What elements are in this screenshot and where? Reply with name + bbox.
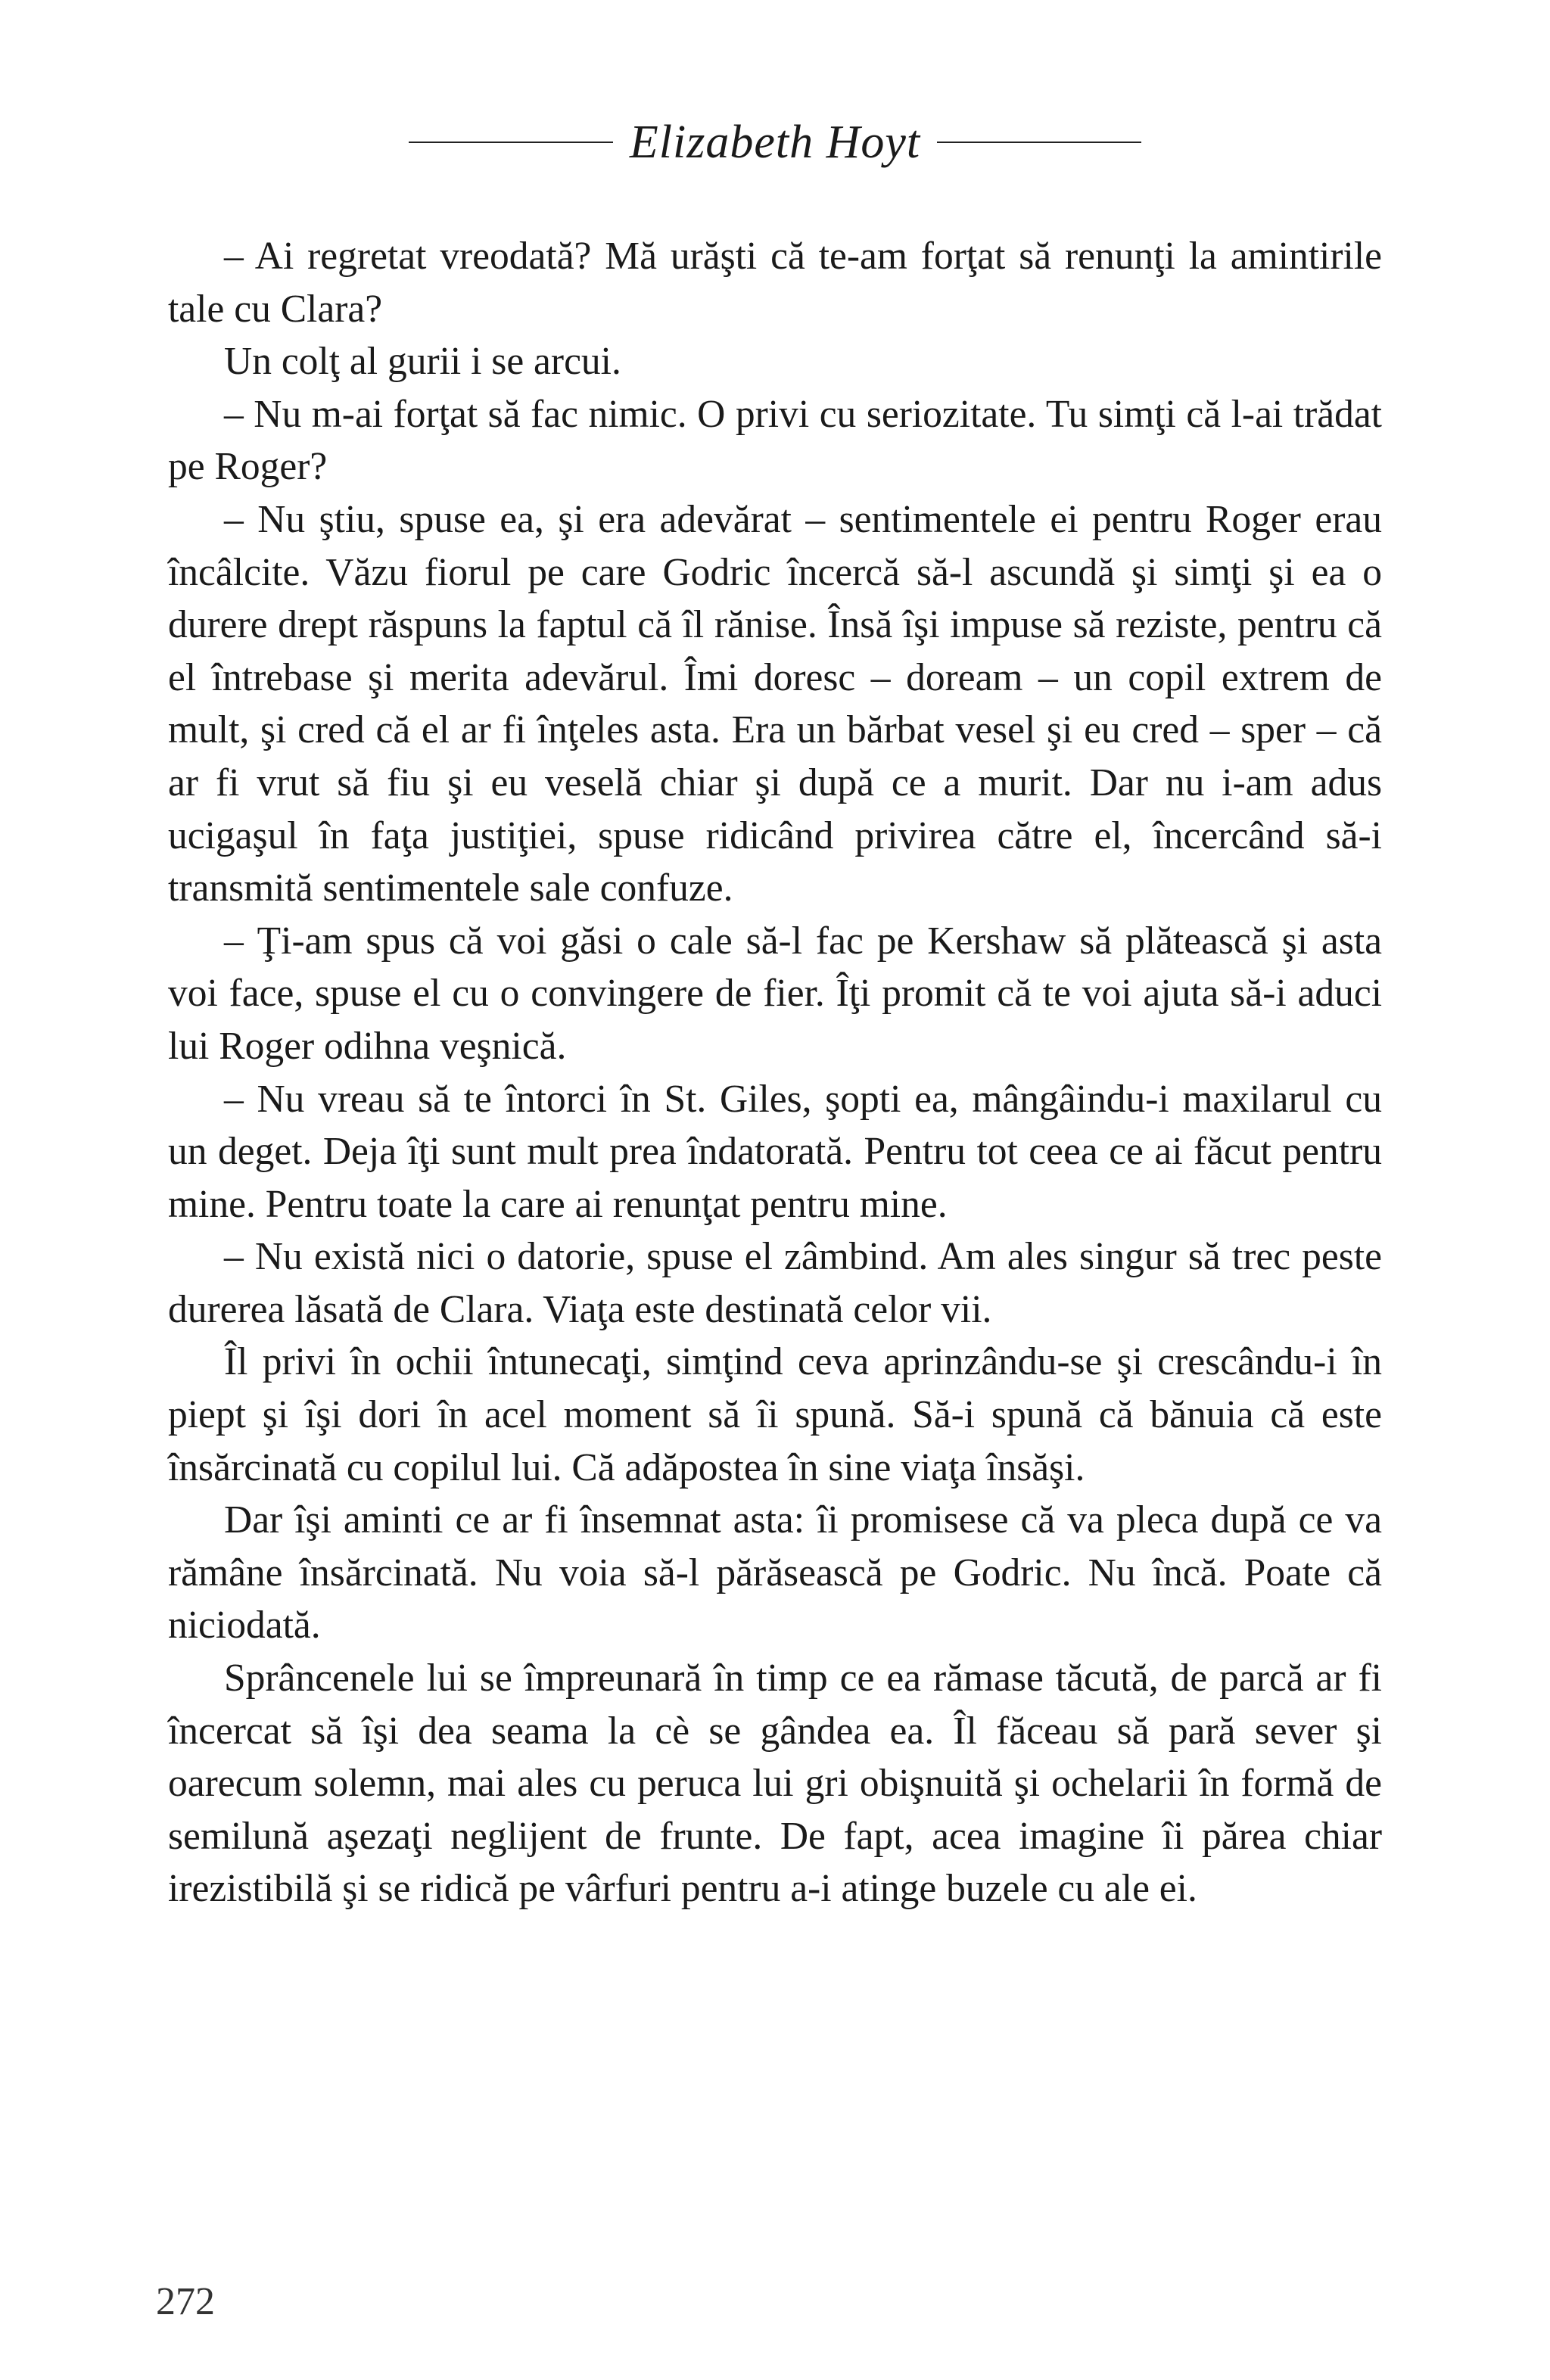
paragraph: Dar îşi aminti ce ar fi însemnat asta: îi promisese că va pleca după ce va rămâne însărcinată. Nu voia să-l părăsească pe Godric. Nu încă. Poate că niciodată. — [168, 1498, 1382, 1647]
paragraph: – Ai regretat vreodată? Mă urăşti că te-am forţat să renunţi la amintirile tale cu Clara? — [168, 235, 1382, 331]
body-text — [168, 230, 1382, 1915]
paragraph: – Nu m-ai forţat să fac nimic. O privi cu seriozitate. Tu simţi că l-ai trădat pe Roger? — [168, 392, 1382, 489]
header-rule-left — [409, 142, 613, 143]
paragraph: – Nu ştiu, spuse ea, şi era adevărat – sentimentele ei pentru Roger erau încâlcite. Văzu fiorul pe care Godric încercă să-l ascundă şi simţi şi ea o durere drept răspuns la faptul că îl rănise. Însă îşi impuse să reziste, pentru că el întrebase şi merita adevărul. Îmi doresc – doream – un copil extrem de mult, şi cred că el ar fi înţeles asta. Era un bărbat vesel şi eu cred – sper – că ar fi vrut să fiu şi eu veselă chiar şi după ce a murit. Dar nu i-am adus ucigaşul în faţa justiţiei, spuse ridicând privirea către el, încercând să-i transmită sentimentele sale confuze. — [168, 497, 1382, 910]
header-rule-right — [937, 142, 1141, 143]
running-header-author: Elizabeth Hoyt — [629, 116, 921, 168]
paragraph: Îl privi în ochii întunecaţi, simţind ceva aprinzându-se şi crescându-i în piept şi îşi dori în acel moment să îi spună. Să-i spună că bănuia că este însărcinată cu copilul lui. Că adăpostea în sine viaţa însăşi. — [168, 1340, 1382, 1489]
paragraph: Sprâncenele lui se împreunară în timp ce ea rămase tăcută, de parcă ar fi încercat să îşi dea seama la cè se gândea ea. Îl făceau să pară sever şi oarecum solemn, mai ales cu peruca lui gri obişnuită şi ochelarii în formă de semilună aşezaţi neglijent de frunte. De fapt, acea imagine îi părea chiar irezistibilă şi se ridică pe vârfuri pentru a-i atinge buzele cu ale ei. — [168, 1657, 1382, 1911]
paragraph: – Nu vreau să te întorci în St. Giles, şopti ea, mângâindu-i maxilarul cu un deget. Deja îţi sunt mult prea îndatorată. Pentru tot ceea ce ai făcut pentru mine. Pentru toate la care ai renunţat pentru mine. — [168, 1077, 1382, 1226]
running-header — [0, 112, 1550, 173]
paragraph: Un colţ al gurii i se arcui. — [224, 340, 621, 384]
paragraph: – Nu există nici o datorie, spuse el zâmbind. Am ales singur să trec peste durerea lăsată de Clara. Viaţa este destinată celor vii. — [168, 1235, 1382, 1331]
page-number: 272 — [156, 2280, 215, 2323]
paragraph: – Ţi-am spus că voi găsi o cale să-l fac pe Kershaw să plătească şi asta voi face, spuse el cu o convingere de fier. Îţi promit că te voi ajuta să-i aduci lui Roger odihna veşnică. — [168, 919, 1382, 1068]
